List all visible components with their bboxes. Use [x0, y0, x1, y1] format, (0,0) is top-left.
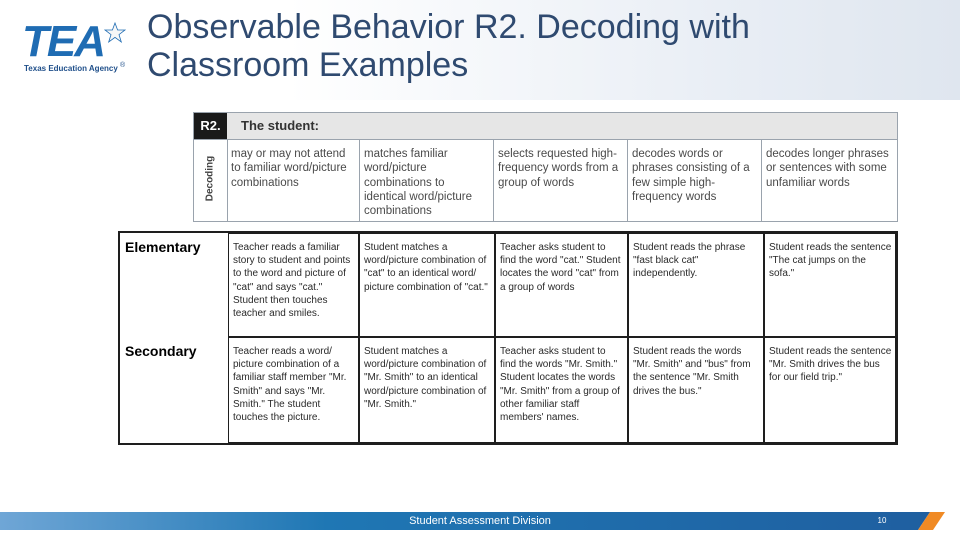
standard-header-row — [194, 113, 897, 140]
example-cell: Teacher reads a familiar story to student and points to the word and picture of "cat" and says "cat." Student then touches teacher and smiles. — [228, 233, 359, 337]
standard-code: R2. — [194, 113, 227, 139]
example-cell: Teacher reads a word/ picture combination of a familiar staff member "Mr. Smith" and says "Mr. Smith." The student touches the picture. — [228, 337, 359, 443]
descriptor-cell: matches familiar word/picture combinations to identical word/picture combinations — [359, 139, 493, 221]
example-cell: Student reads the phrase "fast black cat" independently. — [628, 233, 764, 337]
example-cell: Student matches a word/picture combination of "Mr. Smith" to an identical word/picture combination of "Mr. Smith." — [359, 337, 495, 443]
example-cell: Student reads the sentence "Mr. Smith drives the bus for our field trip." — [764, 337, 896, 443]
standard-table — [193, 112, 898, 222]
logo-text: TEA — [22, 17, 104, 66]
page-number: 10 — [877, 516, 887, 525]
star-icon — [104, 22, 126, 44]
example-cell: Teacher asks student to find the word "cat." Student locates the word "cat" from a group of words — [495, 233, 628, 337]
registered-mark: ® — [120, 62, 126, 69]
descriptor-cell: selects requested high-frequency words from a group of words — [493, 139, 627, 221]
descriptor-cell: decodes words or phrases consisting of a few simple high-frequency words — [627, 139, 761, 221]
standard-category: Decoding — [204, 155, 216, 202]
standard-lead: The student: — [241, 118, 319, 133]
example-cell: Student reads the sentence "The cat jumps on the sofa." — [764, 233, 896, 337]
descriptor-cell: decodes longer phrases or sentences with some unfamiliar words — [761, 139, 897, 221]
page-title: Observable Behavior R2. Decoding with Classroom Examples — [147, 8, 750, 84]
logo-subtitle: Texas Education Agency — [24, 64, 118, 73]
tea-logo — [22, 17, 130, 78]
example-cell: Student matches a word/picture combination of "cat" to an identical word/ picture combination of "cat." — [359, 233, 495, 337]
row-label-elementary: Elementary — [125, 239, 201, 255]
example-cell: Student reads the words "Mr. Smith" and "bus" from the sentence "Mr. Smith drives the bus." — [628, 337, 764, 443]
descriptor-cell: may or may not attend to familiar word/picture combinations — [231, 148, 347, 189]
footer-text: Student Assessment Division — [409, 515, 551, 527]
standard-category-cell — [194, 139, 228, 221]
example-cell: Teacher asks student to find the words "Mr. Smith." Student locates the words "Mr. Smith" from a group of other familiar staff members' names. — [495, 337, 628, 443]
row-label-secondary: Secondary — [125, 343, 197, 359]
examples-table — [118, 231, 898, 445]
